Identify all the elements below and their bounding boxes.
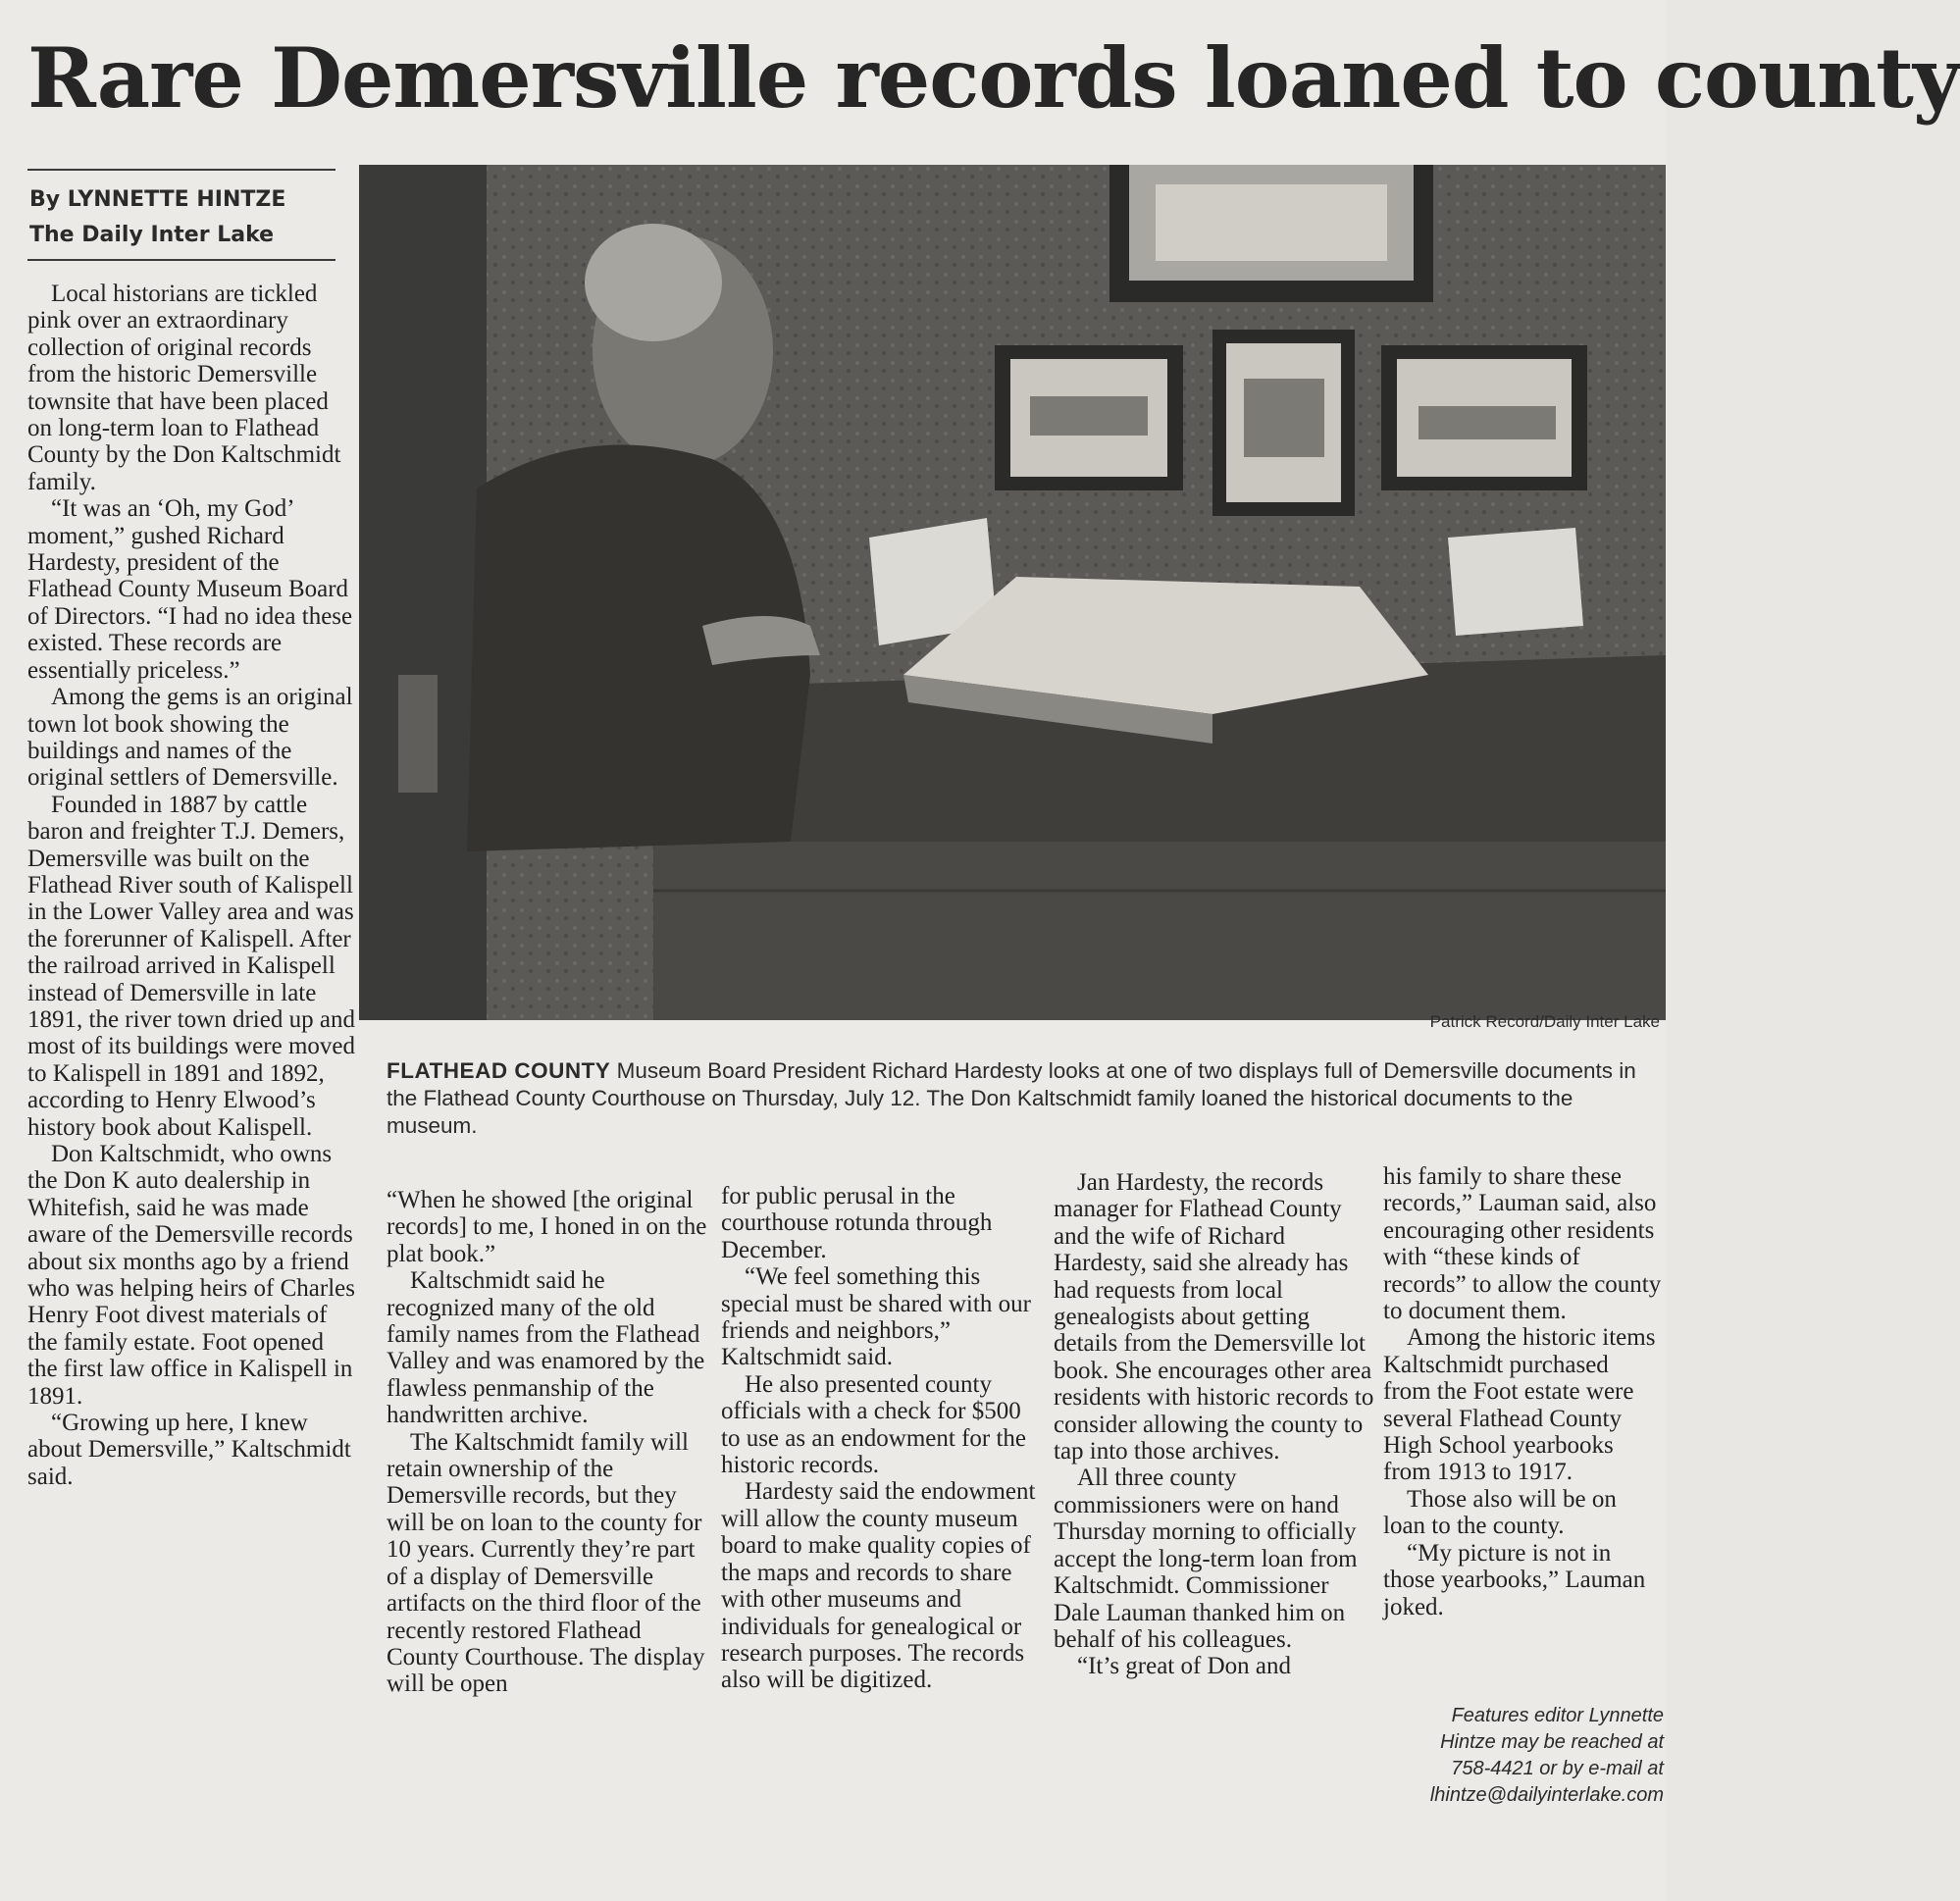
author-contact-note bbox=[1393, 1703, 1664, 1809]
paragraph: Local historians are tickled pink over an extraordinary collection of original records from the historic Demersville townsite that have been placed on long-term loan to Flathead County by the Don Kaltschmidt family. bbox=[27, 281, 341, 495]
paragraph: “We feel something this special must be shared with our friends and neighbors,” Kaltschmidt said. bbox=[721, 1263, 1031, 1371]
article-column-1 bbox=[27, 281, 356, 1490]
photo-illustration bbox=[359, 165, 1666, 1020]
headline: Rare Demersville records loaned to county bbox=[27, 29, 1960, 127]
paragraph: He also presented county officials with a check for $500 to use as an endowment for the historic records. bbox=[721, 1370, 1027, 1479]
caption-lead: FLATHEAD COUNTY bbox=[387, 1058, 611, 1083]
paragraph: All three county commissioners were on hand Thursday morning to officially accept the long-term loan from Kaltschmidt. Commissioner Dale Lauman thanked him on behalf of his colleagues. bbox=[1054, 1464, 1358, 1653]
signoff-line: 758-4421 or by e-mail at bbox=[1451, 1758, 1664, 1779]
paragraph: his family to share these records,” Lauman said, also encouraging other residents with “these kinds of records” to allow the county to document them. bbox=[1383, 1163, 1662, 1325]
paragraph: Among the historic items Kaltschmidt purchased from the Foot estate were several Flathead County High School yearbooks from 1913 to 1917. bbox=[1383, 1324, 1656, 1486]
paragraph: “It was an ‘Oh, my God’ moment,” gushed Richard Hardesty, president of the Flathead County Museum Board of Directors. “I had no idea these existed. These records are essentially priceless.” bbox=[27, 495, 353, 684]
paragraph: “When he showed [the original records] to me, I honed in on the plat book.” bbox=[387, 1187, 707, 1267]
article-column-2 bbox=[387, 1187, 710, 1698]
paragraph: “My picture is not in those yearbooks,” Lauman joked. bbox=[1383, 1539, 1646, 1620]
paragraph: Founded in 1887 by cattle baron and freighter T.J. Demers, Demersville was built on the Flathead River south of Kalispell in the Lower Valley area and was the forerunner of Kalispell. After the railroad arrived in Kalispell instead of Demersville in late 1891, the river town dried up and most of its buildings were moved to Kalispell in 1891 and 1892, according to Henry Elwood’s history book about Kalispell. bbox=[27, 791, 355, 1141]
article-column-4 bbox=[1054, 1169, 1377, 1680]
article-column-3 bbox=[721, 1183, 1045, 1694]
photo-caption bbox=[387, 1057, 1662, 1140]
paragraph: Jan Hardesty, the records manager for Flathead County and the wife of Richard Hardesty, said she already has had requests from local genealogists about getting details from the Demersville lot book. She encourages other area residents with historic records to consider allowing the county to tap into those archives. bbox=[1054, 1169, 1374, 1465]
byline-outlet: The Daily Inter Lake bbox=[29, 223, 275, 247]
signoff-line: lhintze@dailyinterlake.com bbox=[1429, 1784, 1664, 1806]
paragraph: The Kaltschmidt family will retain ownership of the Demersville records, but they will be on loan to the county for 10 years. Currently they’re part of a display of Demersville artifacts on the third floor of the recently restored Flathead County Courthouse. The display will be open bbox=[387, 1428, 705, 1698]
paragraph: Kaltschmidt said he recognized many of the old family names from the Flathead Valley and was enamored by the flawless penmanship of the handwritten archive. bbox=[387, 1267, 705, 1429]
news-photo bbox=[359, 165, 1666, 1020]
paragraph: Hardesty said the endowment will allow the county museum board to make quality copies of the maps and records to share with other museums and individuals for genealogical or research purposes. The records also will be digitized. bbox=[721, 1478, 1036, 1694]
paragraph: “It’s great of Don and bbox=[1077, 1653, 1291, 1680]
paragraph: Don Kaltschmidt, who owns the Don K auto dealership in Whitefish, said he was made aware of the Demersville records about six months ago by a friend who was helping heirs of Charles Henry Foot divest materials of the family estate. Foot opened the first law office in Kalispell in 1891. bbox=[27, 1141, 355, 1410]
signoff-line: Hintze may be reached at bbox=[1440, 1731, 1664, 1753]
article-column-5 bbox=[1383, 1163, 1662, 1620]
paragraph: for public perusal in the courthouse rotunda through December. bbox=[721, 1183, 993, 1263]
paragraph: “Growing up here, I knew about Demersville,” Kaltschmidt said. bbox=[27, 1410, 351, 1490]
caption-text: Museum Board President Richard Hardesty looks at one of two displays full of Demersville documents in the Flathead County Courthouse on Thursday, July 12. The Don Kaltschmidt family loaned the historical documents to the museum. bbox=[387, 1058, 1636, 1138]
byline bbox=[29, 182, 285, 253]
byline-author: By LYNNETTE HINTZE bbox=[29, 187, 286, 212]
paragraph: Among the gems is an original town lot book showing the buildings and names of the original settlers of Demersville. bbox=[27, 684, 353, 792]
signoff-line: Features editor Lynnette bbox=[1451, 1705, 1664, 1726]
byline-top-rule bbox=[27, 169, 335, 171]
photo-credit: Patrick Record/Daily Inter Lake bbox=[1429, 1012, 1660, 1031]
byline-bottom-rule bbox=[27, 259, 335, 261]
paragraph: Those also will be on loan to the county. bbox=[1383, 1485, 1617, 1540]
